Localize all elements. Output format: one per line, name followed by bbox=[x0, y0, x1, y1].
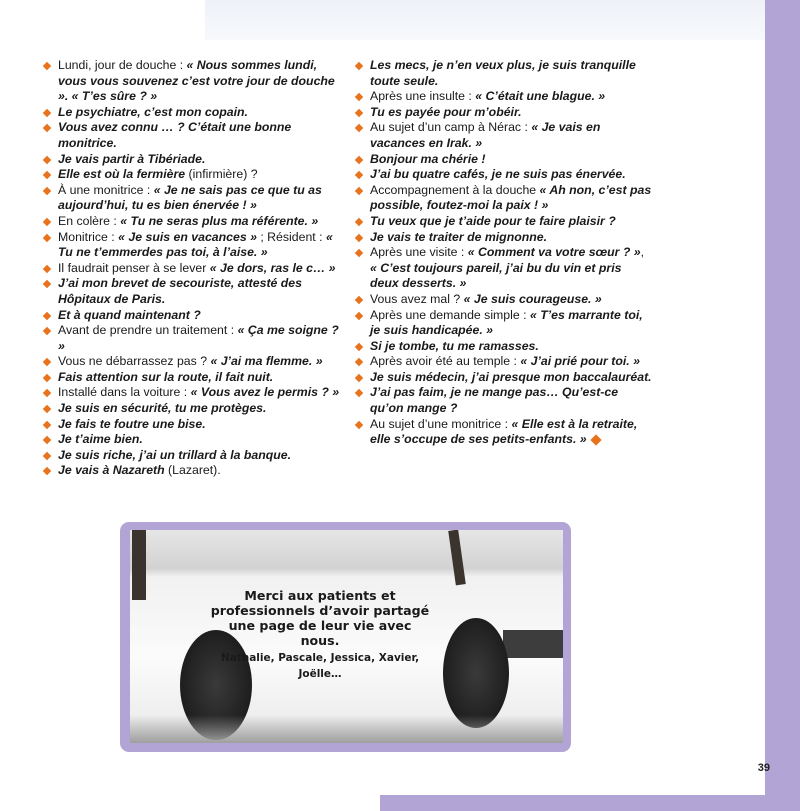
diamond-bullet-icon bbox=[43, 155, 51, 163]
diamond-bullet-icon bbox=[43, 233, 51, 241]
quote-text: Elle est où la fermière bbox=[58, 167, 186, 182]
purple-side-strip bbox=[765, 0, 800, 811]
caption-names: Nathalie, Pascale, Jessica, Xavier, Joëlle… bbox=[220, 652, 420, 680]
quote-item bbox=[44, 401, 344, 417]
diamond-bullet-icon bbox=[355, 218, 363, 226]
quote-item bbox=[356, 58, 652, 89]
context-text: En colère : bbox=[58, 213, 121, 228]
quote-item bbox=[44, 385, 344, 401]
quote-item bbox=[44, 417, 344, 433]
quote-item bbox=[44, 323, 344, 354]
quote-item bbox=[44, 261, 344, 277]
quote-item bbox=[356, 370, 652, 386]
diamond-bullet-icon bbox=[355, 249, 363, 257]
quote-item bbox=[356, 105, 652, 121]
context-text: Monitrice : bbox=[58, 229, 119, 244]
diamond-bullet-icon bbox=[43, 467, 51, 475]
quote-item bbox=[356, 292, 652, 308]
context-text: Vous ne débarrassez pas ? bbox=[58, 354, 211, 369]
quote-item bbox=[356, 214, 652, 230]
quote-item bbox=[44, 463, 344, 479]
quote-item bbox=[44, 58, 344, 105]
quote-text: « C’est toujours pareil, j’ai bu du vin et pris deux desserts. » bbox=[370, 260, 622, 291]
quote-item bbox=[356, 339, 652, 355]
quote-text: « Ça me soigne ? » bbox=[58, 323, 339, 353]
quote-item bbox=[44, 432, 344, 448]
diamond-bullet-icon bbox=[43, 311, 51, 319]
quote-item bbox=[356, 308, 652, 339]
diamond-bullet-icon bbox=[43, 218, 51, 226]
quote-text: Tu veux que je t’aide pour te faire plaisir ? bbox=[370, 213, 616, 228]
ground bbox=[130, 715, 563, 743]
quote-text: « Nous sommes lundi, vous vous souvenez c’est votre jour de douche ». « T’es sûre ? » bbox=[58, 58, 335, 104]
diamond-bullet-icon bbox=[355, 296, 363, 304]
quote-text: « Je suis en vacances » bbox=[118, 229, 257, 244]
quote-text: Et à quand maintenant ? bbox=[58, 307, 201, 322]
quote-item bbox=[44, 214, 344, 230]
context-text: Après une visite : bbox=[370, 245, 468, 260]
snowy-shrub bbox=[443, 618, 509, 728]
context-text: À une monitrice : bbox=[58, 182, 154, 197]
diamond-bullet-icon bbox=[43, 389, 51, 397]
diamond-bullet-icon bbox=[355, 374, 363, 382]
caption-thanks: Merci aux patients et professionnels d’avoir partagé une page de leur vie avec nous. bbox=[210, 588, 430, 648]
quote-text: « T’es marrante toi, je suis handicapée. » bbox=[370, 307, 643, 338]
photo-caption bbox=[210, 588, 430, 682]
context-text: Au sujet d’une monitrice : bbox=[370, 416, 512, 431]
context-text: Après avoir été au temple : bbox=[370, 354, 521, 369]
quote-item bbox=[356, 230, 652, 246]
quote-text: « C’était une blague. » bbox=[475, 89, 606, 104]
quote-text: Tu es payée pour m’obéir. bbox=[370, 104, 522, 119]
context-text: Accompagnement à la douche bbox=[370, 182, 540, 197]
quote-item bbox=[44, 448, 344, 464]
header-band bbox=[205, 0, 765, 40]
quote-item bbox=[44, 152, 344, 168]
quote-text: Je suis riche, j’ai un trillard à la banque. bbox=[58, 447, 292, 462]
right-quote-column bbox=[356, 58, 652, 448]
quote-item bbox=[44, 308, 344, 324]
diamond-bullet-icon bbox=[43, 327, 51, 335]
quote-text: « Tu ne t’emmerdes pas toi, à l’aise. » bbox=[58, 229, 333, 260]
diamond-bullet-icon bbox=[43, 374, 51, 382]
quote-text: Les mecs, je n’en veux plus, je suis tranquille toute seule. bbox=[370, 58, 636, 88]
quote-text: Le psychiatre, c’est mon copain. bbox=[58, 104, 248, 119]
diamond-bullet-icon bbox=[43, 109, 51, 117]
diamond-bullet-icon bbox=[355, 342, 363, 350]
context-text: Vous avez mal ? bbox=[370, 291, 464, 306]
quote-text: Fais attention sur la route, il fait nuit. bbox=[58, 369, 274, 384]
context-text: Avant de prendre un traitement : bbox=[58, 323, 238, 338]
quote-text: Je suis en sécurité, tu me protèges. bbox=[58, 401, 267, 416]
diamond-end-icon bbox=[590, 434, 601, 445]
diamond-bullet-icon bbox=[43, 420, 51, 428]
quote-text: « Tu ne seras plus ma référente. » bbox=[120, 213, 319, 228]
quote-text: « Je vais en vacances en Irak. » bbox=[370, 120, 601, 150]
diamond-bullet-icon bbox=[43, 187, 51, 195]
diamond-bullet-icon bbox=[43, 280, 51, 288]
bench bbox=[503, 630, 563, 658]
quote-text: Bonjour ma chérie ! bbox=[370, 151, 486, 166]
context-text: Après une demande simple : bbox=[370, 307, 530, 322]
quote-item bbox=[44, 105, 344, 121]
quote-text: « J’ai prié pour toi. » bbox=[520, 354, 640, 369]
context-text: (Lazaret). bbox=[164, 463, 221, 478]
quote-text: Je vais te traiter de mignonne. bbox=[370, 229, 547, 244]
quote-item bbox=[44, 167, 344, 183]
diamond-bullet-icon bbox=[355, 155, 363, 163]
quote-item bbox=[44, 370, 344, 386]
quote-item bbox=[44, 230, 344, 261]
tree-trunk bbox=[132, 530, 146, 600]
quote-item bbox=[356, 167, 652, 183]
diamond-bullet-icon bbox=[355, 420, 363, 428]
quote-item bbox=[356, 152, 652, 168]
quote-text: J’ai bu quatre cafés, je ne suis pas énervée. bbox=[370, 167, 626, 182]
diamond-bullet-icon bbox=[43, 264, 51, 272]
quote-item bbox=[356, 245, 652, 292]
quote-text: J’ai mon brevet de secouriste, attesté des Hôpitaux de Paris. bbox=[58, 276, 302, 306]
context-text: Après une insulte : bbox=[370, 89, 476, 104]
quote-text: Je suis médecin, j’ai presque mon baccalauréat. bbox=[370, 369, 652, 384]
quote-item bbox=[44, 354, 344, 370]
context-text: (infirmière) ? bbox=[185, 167, 258, 182]
quote-text: « Ah non, c’est pas possible, foutez-moi la paix ! » bbox=[370, 182, 652, 213]
quote-item bbox=[356, 417, 652, 448]
quote-item bbox=[44, 183, 344, 214]
quote-text: « J’ai ma flemme. » bbox=[210, 354, 323, 369]
quote-text: « Vous avez le permis ? » bbox=[190, 385, 340, 400]
context-text: Au sujet d’un camp à Nérac : bbox=[370, 120, 532, 135]
quote-item bbox=[356, 183, 652, 214]
diamond-bullet-icon bbox=[355, 124, 363, 132]
context-text: Installé dans la voiture : bbox=[58, 385, 191, 400]
quote-text: Je t’aime bien. bbox=[58, 432, 143, 447]
quote-item bbox=[356, 120, 652, 151]
context-text: Il faudrait penser à se lever bbox=[58, 260, 210, 275]
diamond-bullet-icon bbox=[43, 405, 51, 413]
context-text: , bbox=[640, 245, 645, 260]
quote-text: « Comment va votre sœur ? » bbox=[467, 245, 641, 260]
quote-text: Je fais te foutre une bise. bbox=[58, 416, 206, 431]
diamond-bullet-icon bbox=[43, 124, 51, 132]
tree-trunk bbox=[448, 530, 466, 585]
diamond-bullet-icon bbox=[355, 233, 363, 241]
quote-item bbox=[356, 354, 652, 370]
page-number: 39 bbox=[757, 762, 770, 774]
diamond-bullet-icon bbox=[355, 171, 363, 179]
quote-text: J’ai pas faim, je ne mange pas… Qu’est-ce qu’on mange ? bbox=[370, 385, 619, 416]
context-text: ; Résident : bbox=[256, 229, 326, 244]
diamond-bullet-icon bbox=[43, 436, 51, 444]
quote-text: Je vais partir à Tibériade. bbox=[58, 151, 206, 166]
quote-text: Si je tombe, tu me ramasses. bbox=[370, 338, 539, 353]
quote-text: « Je dors, ras le c… » bbox=[209, 260, 336, 275]
diamond-bullet-icon bbox=[43, 452, 51, 460]
diamond-bullet-icon bbox=[355, 311, 363, 319]
quote-item bbox=[356, 89, 652, 105]
diamond-bullet-icon bbox=[43, 62, 51, 70]
quote-text: « Je ne sais pas ce que tu as aujourd’hui, tu es bien énervée ! » bbox=[58, 182, 322, 213]
diamond-bullet-icon bbox=[355, 389, 363, 397]
diamond-bullet-icon bbox=[355, 109, 363, 117]
quote-text: Vous avez connu … ? C’était une bonne monitrice. bbox=[58, 120, 292, 150]
purple-bottom-strip bbox=[380, 795, 800, 811]
quote-item bbox=[44, 276, 344, 307]
quote-text: « Elle est à la retraite, elle s’occupe de ses petits-enfants. » bbox=[370, 416, 638, 447]
quote-item bbox=[356, 385, 652, 416]
quote-text: « Je suis courageuse. » bbox=[463, 291, 602, 306]
diamond-bullet-icon bbox=[355, 187, 363, 195]
quote-text: Je vais à Nazareth bbox=[58, 463, 165, 478]
diamond-bullet-icon bbox=[355, 358, 363, 366]
diamond-bullet-icon bbox=[355, 93, 363, 101]
context-text: Lundi, jour de douche : bbox=[58, 58, 187, 72]
diamond-bullet-icon bbox=[43, 358, 51, 366]
diamond-bullet-icon bbox=[43, 171, 51, 179]
diamond-bullet-icon bbox=[355, 62, 363, 70]
quote-item bbox=[44, 120, 344, 151]
left-quote-column bbox=[44, 58, 344, 479]
